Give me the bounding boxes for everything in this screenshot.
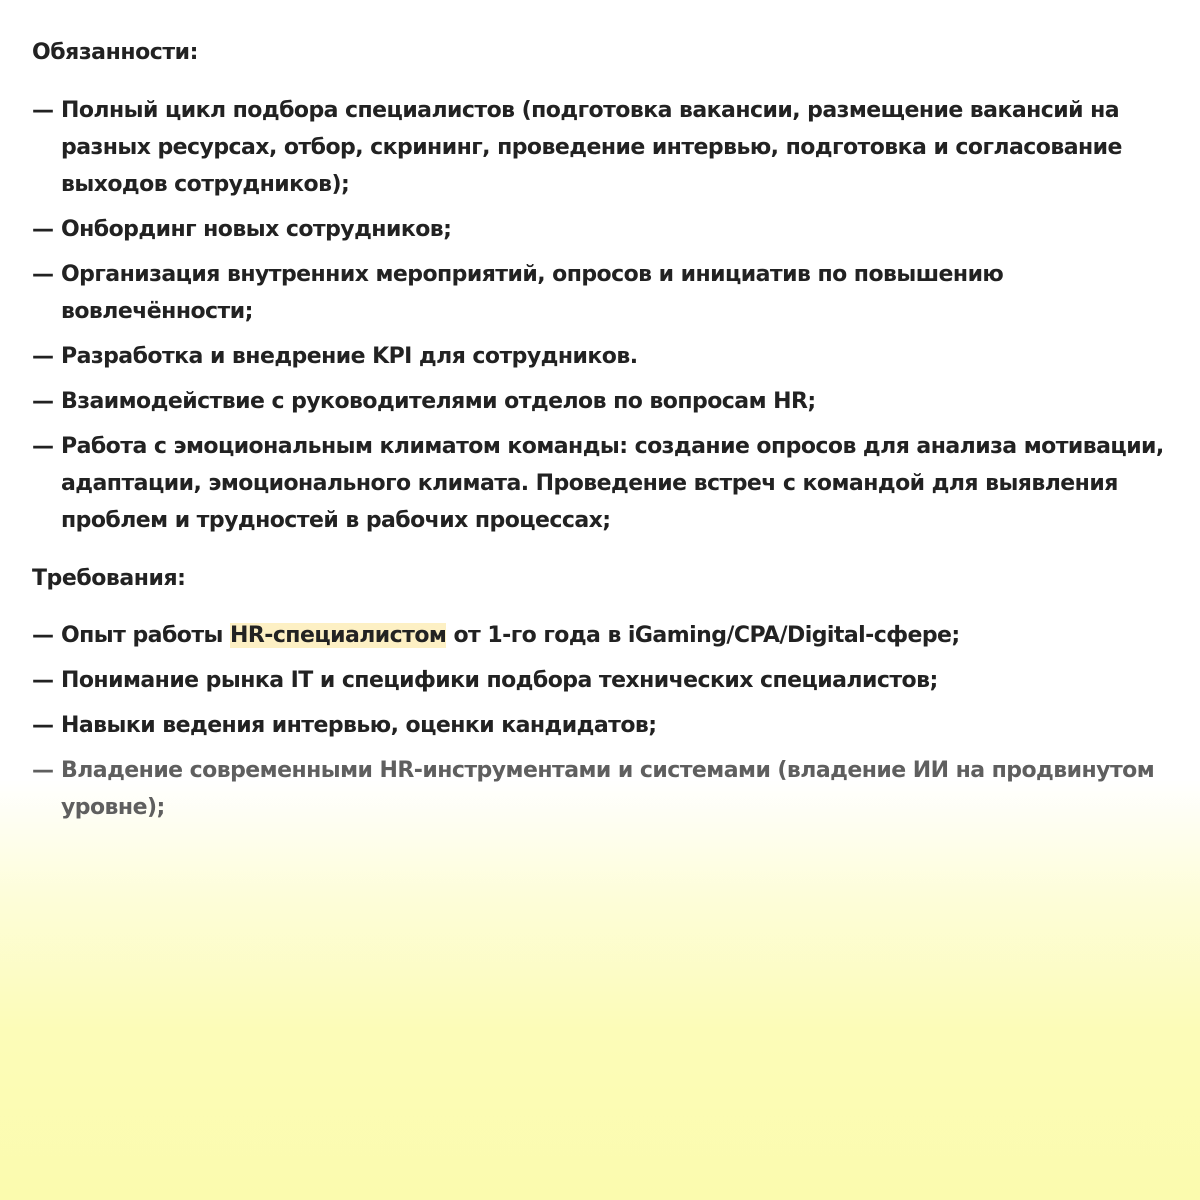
bullet-dash: —: [32, 98, 54, 123]
duty-item: [32, 338, 1172, 375]
bullet-dash: —: [32, 623, 54, 648]
requirement-text: Владение современными HR-инструментами и системами (владение ИИ на продвинутом уровне);: [61, 758, 1155, 820]
bullet-dash: —: [32, 713, 54, 738]
duty-item: [32, 383, 1172, 420]
requirement-text: Навыки ведения интервью, оценки кандидатов;: [61, 713, 657, 738]
requirement-text-after: от 1-го года в iGaming/CPA/Digital-сфере;: [446, 623, 960, 648]
requirement-item: [32, 662, 1172, 699]
requirements-heading: Требования:: [32, 566, 186, 591]
duty-item: [32, 256, 1172, 330]
bullet-dash: —: [32, 217, 54, 242]
requirement-text: Понимание рынка IT и специфики подбора технических специалистов;: [61, 668, 938, 693]
duty-text: Онбординг новых сотрудников;: [61, 217, 452, 242]
duty-text: Полный цикл подбора специалистов (подготовка вакансии, размещение вакансий на разных ресурсах, отбор, скрининг, проведение интервью, подготовка и согласование выходов сотрудников);: [61, 98, 1122, 197]
duties-heading: Обязанности:: [32, 40, 198, 65]
requirement-item: [32, 617, 1172, 654]
duty-text: Разработка и внедрение KPI для сотрудников.: [61, 344, 638, 369]
bullet-dash: —: [32, 434, 54, 459]
duty-item: [32, 92, 1172, 203]
duty-text: Работа с эмоциональным климатом команды: создание опросов для анализа мотивации, адаптации, эмоционального климата. Проведение встреч с командой для выявления проблем и трудностей в рабочих процессах;: [61, 434, 1164, 533]
bullet-dash: —: [32, 668, 54, 693]
duties-list: [32, 92, 1172, 539]
duty-text: Организация внутренних мероприятий, опросов и инициатив по повышению вовлечённости;: [61, 262, 1004, 324]
bullet-dash: —: [32, 262, 54, 287]
duty-item: [32, 428, 1172, 539]
duty-item: [32, 211, 1172, 248]
requirement-text-before: Опыт работы: [61, 623, 230, 648]
requirement-item: [32, 707, 1172, 744]
requirement-item: [32, 752, 1172, 826]
bullet-dash: —: [32, 758, 54, 783]
bullet-dash: —: [32, 389, 54, 414]
bullet-dash: —: [32, 344, 54, 369]
requirements-list: [32, 617, 1172, 826]
duty-text: Взаимодействие с руководителями отделов по вопросам HR;: [61, 389, 816, 414]
highlighted-term: HR-специалистом: [229, 623, 447, 648]
vacancy-text: [32, 34, 1172, 826]
